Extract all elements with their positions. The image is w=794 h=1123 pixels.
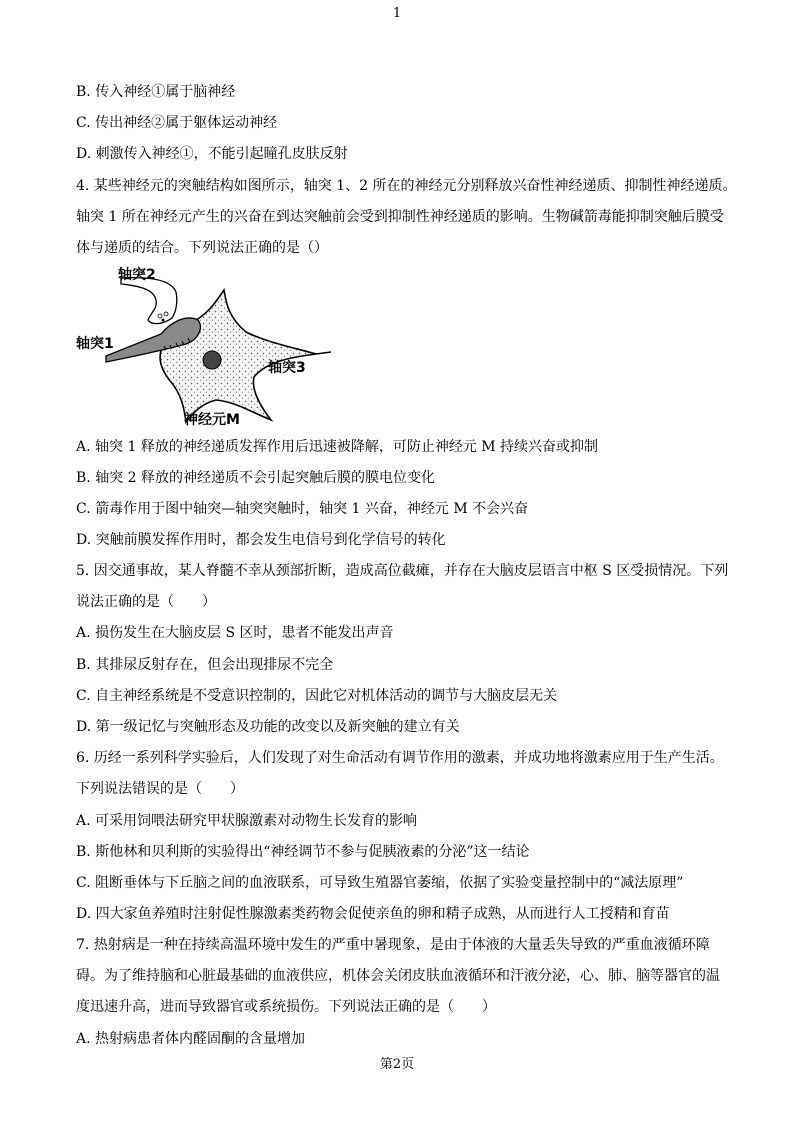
label-axon-2: 轴突2	[118, 267, 156, 283]
q3-option-c: C. 传出神经②属于躯体运动神经	[76, 115, 278, 131]
q6-option-c: C. 阻断垂体与下丘脑之间的血液联系，可导致生殖器官萎缩，依据了实验变量控制中的“减法原理”	[76, 875, 684, 891]
q5-option-a: A. 损伤发生在大脑皮层 S 区时，患者不能发出声音	[76, 625, 394, 641]
neuron-nucleus	[203, 351, 221, 369]
axon-3	[316, 352, 331, 354]
q3-option-b: B. 传入神经①属于脑神经	[76, 84, 236, 100]
q6-stem-line1: 6. 历经一系列科学实验后，人们发现了对生命活动有调节作用的激素，并成功地将激素应用于生产生活。	[76, 750, 724, 766]
label-axon-3: 轴突3	[268, 360, 306, 376]
synapse-diagram	[76, 262, 336, 432]
label-axon-1: 轴突1	[76, 336, 114, 352]
q5-option-b: B. 其排尿反射存在，但会出现排尿不完全	[76, 657, 334, 673]
q6-option-a: A. 可采用饲喂法研究甲状腺激素对动物生长发育的影响	[76, 813, 418, 829]
label-neuron-m: 神经元M	[184, 412, 240, 428]
q7-stem-line2: 碍。为了维持脑和心脏最基础的血液供应，机体会关闭皮肤血液循环和汗液分泌，心、肺、脑等器官的温	[76, 968, 720, 984]
q4-option-d: D. 突触前膜发挥作用时，都会发生电信号到化学信号的转化	[76, 532, 446, 548]
q4-stem-line1: 4. 某些神经元的突触结构如图所示，轴突 1、2 所在的神经元分别释放兴奋性神经递质、抑制性神经递质。	[76, 178, 737, 194]
synapse-figure	[76, 262, 336, 432]
q6-stem-line2: 下列说法错误的是（ ）	[76, 781, 244, 797]
q7-stem-line3: 度迅速升高，进而导致器官或系统损伤。下列说法正确的是（ ）	[76, 999, 496, 1015]
q4-option-b: B. 轴突 2 释放的神经递质不会引起突触后膜的膜电位变化	[76, 470, 435, 486]
q4-option-c: C. 箭毒作用于图中轴突—轴突突触时，轴突 1 兴奋，神经元 M 不会兴奋	[76, 501, 529, 517]
page-footer: 第2页	[379, 1057, 415, 1072]
q4-stem-line2: 轴突 1 所在神经元产生的兴奋在到达突触前会受到抑制性神经递质的影响。生物碱箭毒能抑制突触后膜受	[76, 209, 724, 225]
q4-stem-line3: 体与递质的结合。下列说法正确的是（）	[76, 240, 328, 256]
q5-option-c: C. 自主神经系统是不受意识控制的，因此它对机体活动的调节与大脑皮层无关	[76, 688, 558, 704]
q7-stem-line1: 7. 热射病是一种在持续高温环境中发生的严重中暑现象，是由于体液的大量丢失导致的严重血液循环障	[76, 937, 710, 953]
q7-option-a: A. 热射病患者体内醛固酮的含量增加	[76, 1031, 306, 1047]
axon-2	[121, 278, 177, 324]
q6-option-b: B. 斯他林和贝利斯的实验得出“神经调节不参与促胰液素的分泌”这一结论	[76, 844, 530, 860]
q3-option-d: D. 刺激传入神经①，不能引起瞳孔皮肤反射	[76, 146, 348, 162]
q5-option-d: D. 第一级记忆与突触形态及功能的改变以及新突触的建立有关	[76, 719, 460, 735]
q5-stem-line2: 说法正确的是（ ）	[76, 594, 216, 610]
q6-option-d: D. 四大家鱼养殖时注射促性腺激素类药物会促使亲鱼的卵和精子成熟，从而进行人工授精和育苗	[76, 906, 670, 922]
page-number-top: 1	[392, 6, 402, 21]
q5-stem-line1: 5. 因交通事故，某人脊髓不幸从颈部折断，造成高位截瘫，并存在大脑皮层语言中枢 S 区受损情况。下列	[76, 563, 729, 579]
q4-option-a: A. 轴突 1 释放的神经递质发挥作用后迅速被降解，可防止神经元 M 持续兴奋或抑制	[76, 439, 599, 455]
